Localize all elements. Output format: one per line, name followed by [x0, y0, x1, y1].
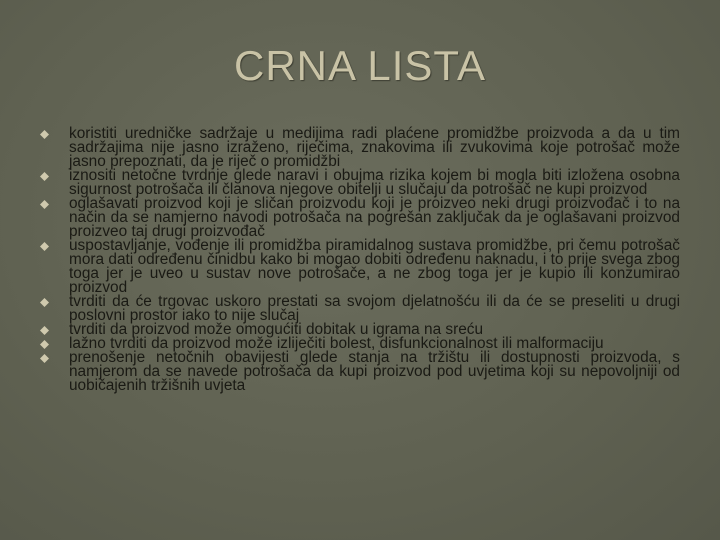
list-item: [40, 197, 680, 239]
diamond-bullet-icon: [40, 354, 49, 363]
bullet-text: oglašavati proizvod koji je sličan proizvodu koji je proizveo neki drugi proizvođač i to na način da se namjerno navodi potrošača na pogrešan zaključak da je oglašavani proizvod proizveo taj drugi proizvođač: [69, 195, 680, 240]
bullet-text: uspostavljanje, vođenje ili promidžba piramidalnog sustava promidžbe, pri čemu potrošač mora dati određenu činidbu kako bi mogao dobiti određenu naknadu, i to prije svega zbog toga jer je uveo u sustav nove potrošače, a ne zbog toga jer je kupio ili konzumirao proizvod: [69, 237, 680, 296]
bullet-text: prenošenje netočnih obavijesti glede stanja na tržištu ili dostupnosti proizvoda, s namjerom da se navede potrošača da kupi proizvod pod uvjetima koji su nepovoljniji od uobičajenih tržišnih uvjeta: [69, 349, 680, 394]
diamond-bullet-icon: [40, 242, 49, 251]
list-item: [40, 295, 680, 323]
list-item: [40, 351, 680, 393]
list-item: [40, 239, 680, 295]
diamond-bullet-icon: [40, 172, 49, 181]
bullet-text: tvrditi da će trgovac uskoro prestati sa svojom djelatnošću ili da će se preseliti u drugi poslovni prostor iako to nije slučaj: [69, 293, 680, 324]
bullet-list: [40, 127, 680, 393]
diamond-bullet-icon: [40, 298, 49, 307]
bullet-text: tvrditi da proizvod može omogućiti dobitak u igrama na sreću: [69, 321, 484, 338]
diamond-bullet-icon: [40, 130, 49, 139]
list-item: [40, 127, 680, 169]
diamond-bullet-icon: [40, 340, 49, 349]
bullet-text: iznositi netočne tvrdnje glede naravi i obujma rizika kojem bi mogla biti izložena osobna sigurnost potrošača ili članova njegove obitelji u slučaju da potrošač ne kupi proizvod: [69, 167, 680, 198]
diamond-bullet-icon: [40, 326, 49, 335]
diamond-bullet-icon: [40, 200, 49, 209]
slide-title: CRNA LISTA: [234, 42, 486, 89]
bullet-text: lažno tvrditi da proizvod može izliječiti bolest, disfunkcionalnost ili malformaciju: [69, 335, 604, 352]
bullet-text: koristiti uredničke sadržaje u medijima radi plaćene promidžbe proizvoda a da u tim sadržajima nije jasno izraženo, riječima, znakovima ili zvukovima koje potrošač može jasno prepoznati, da je riječ o promidžbi: [69, 125, 680, 170]
list-item: [40, 169, 680, 197]
